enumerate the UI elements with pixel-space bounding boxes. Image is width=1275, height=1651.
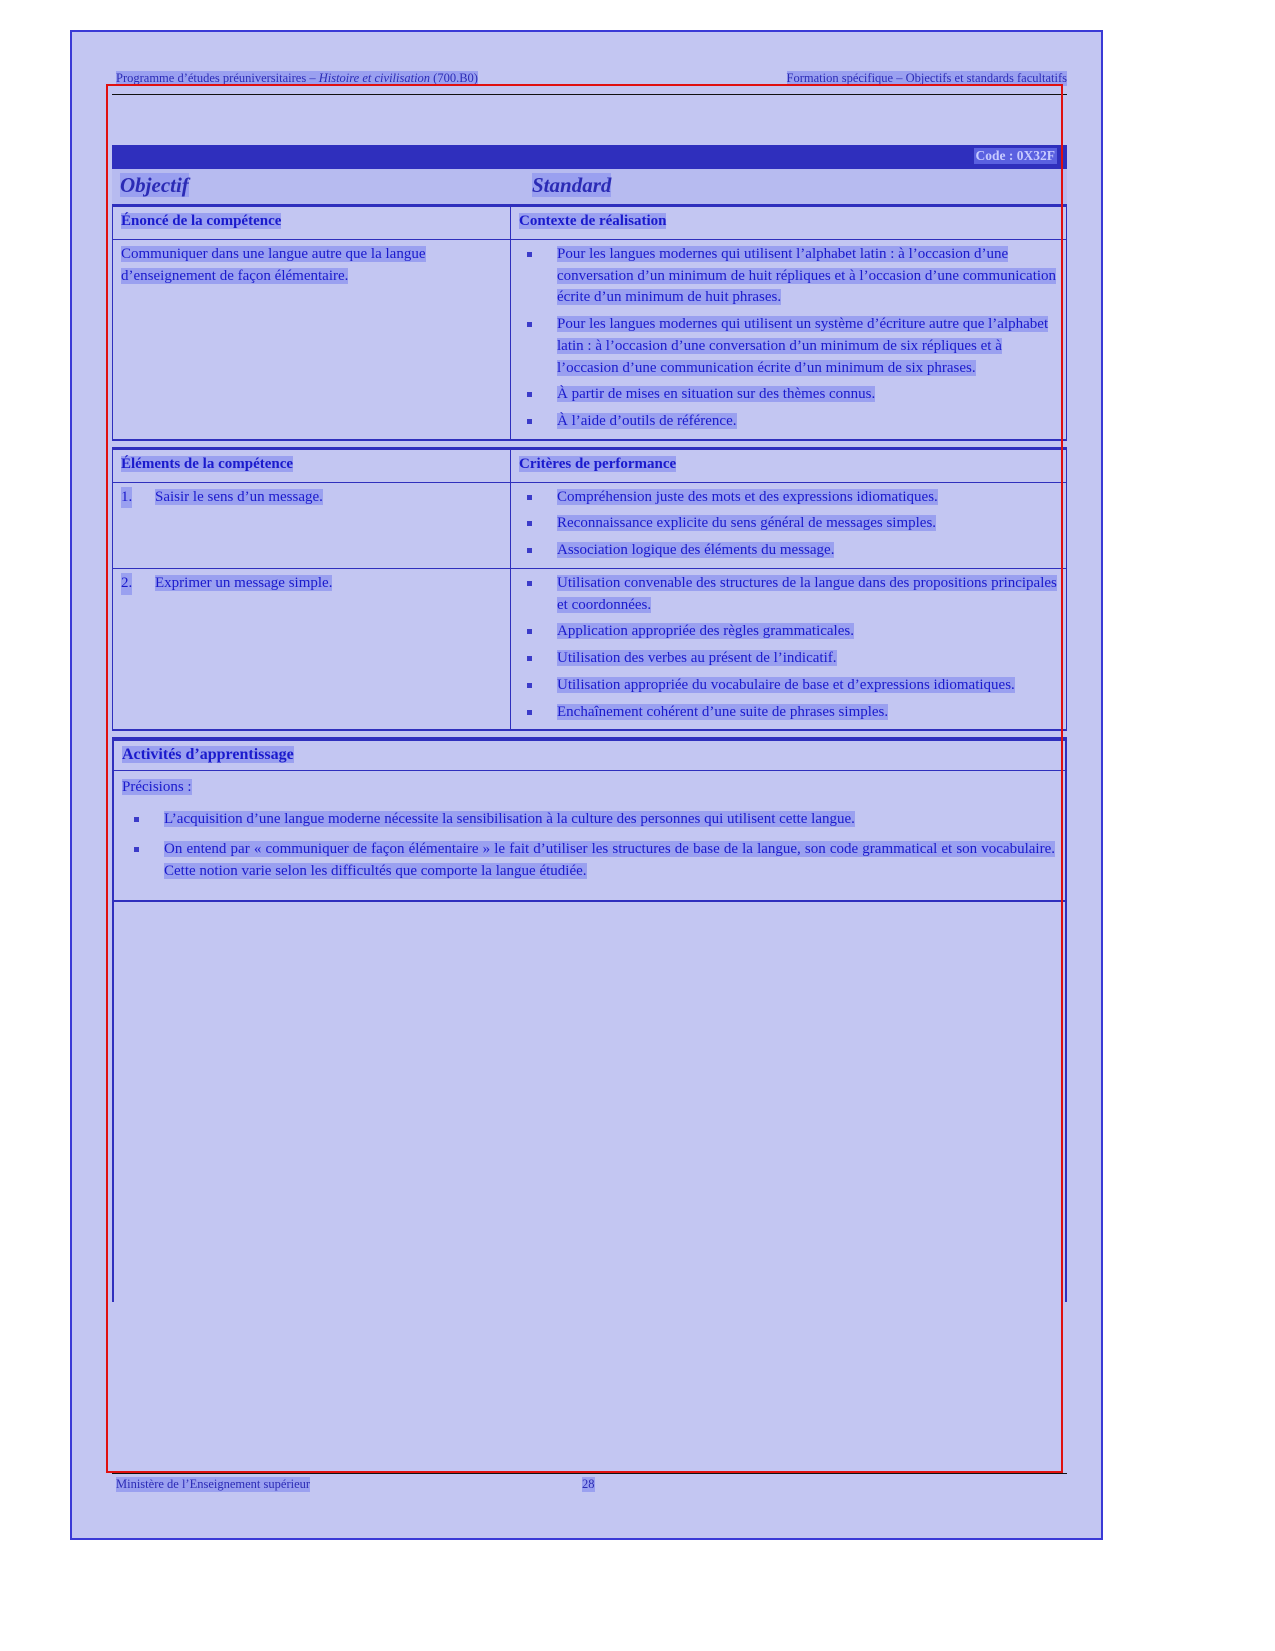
table-row — [113, 568, 1067, 729]
list-item: L’acquisition d’une langue moderne nécessite la sensibilisation à la culture des personnes qui utilisent cette langue. — [122, 809, 1055, 831]
competence-header-row — [113, 207, 1067, 240]
list-item: À partir de mises en situation sur des thèmes connus. — [519, 384, 1058, 406]
footer-ministry: Ministère de l’Enseignement supérieur — [116, 1477, 311, 1491]
list-item: 2. Exprimer un message simple. — [121, 573, 502, 595]
criteria-cell — [511, 482, 1067, 568]
elements-table — [112, 449, 1067, 730]
list-item: Association logique des éléments du message. — [519, 540, 1058, 562]
table-row — [113, 482, 1067, 568]
objectif-standard-header — [112, 169, 1067, 206]
element-cell — [113, 482, 511, 568]
standard-column-header: Standard — [532, 173, 612, 197]
enonce-header: Énoncé de la compétence — [113, 207, 511, 240]
document-page — [70, 30, 1103, 1540]
contexte-header: Contexte de réalisation — [511, 207, 1067, 240]
page-footer — [112, 1473, 1067, 1496]
list-item: Pour les langues modernes qui utilisent l’alphabet latin : à l’occasion d’une conversation d’un minimum de huit répliques et à l’occasion d’une communication écrite d’un minimum de huit phrases. — [519, 244, 1058, 309]
list-item: Reconnaissance explicite du sens général de messages simples. — [519, 513, 1058, 535]
activities-body — [114, 771, 1065, 900]
page-content — [112, 72, 1067, 1302]
section-divider — [112, 729, 1067, 739]
activities-section — [112, 739, 1067, 902]
precisions-label: Précisions : — [122, 779, 192, 796]
running-header-right: Formation spécifique – Objectifs et standards facultatifs — [786, 71, 1067, 85]
list-item: À l’aide d’outils de référence. — [519, 411, 1058, 433]
list-item: Utilisation convenable des structures de la langue dans des propositions principales et coordonnées. — [519, 573, 1058, 617]
list-item: On entend par « communiquer de façon élémentaire » le fait d’utiliser les structures de base de la langue, son code grammatical et son vocabulaire. Cette notion varie selon les difficultés que comporte la langue étudiée. — [122, 839, 1055, 883]
objective-code: Code : 0X32F — [975, 148, 1055, 163]
elements-header-row — [113, 449, 1067, 482]
objectif-column-header: Objectif — [120, 173, 189, 197]
page-number: 28 — [582, 1477, 595, 1491]
activities-title: Activités d’apprentissage — [114, 741, 1065, 771]
section-divider — [112, 439, 1067, 449]
competence-table — [112, 206, 1067, 439]
list-item: Utilisation des verbes au présent de l’indicatif. — [519, 648, 1058, 670]
list-item: Enchaînement cohérent d’une suite de phrases simples. — [519, 702, 1058, 724]
criteria-cell — [511, 568, 1067, 729]
empty-page-body — [112, 902, 1067, 1302]
header-spacer — [112, 95, 1067, 145]
list-item: Compréhension juste des mots et des expressions idiomatiques. — [519, 487, 1058, 509]
list-item: Application appropriée des règles grammaticales. — [519, 621, 1058, 643]
code-bar — [112, 145, 1067, 169]
criteres-header: Critères de performance — [511, 449, 1067, 482]
list-item: Pour les langues modernes qui utilisent un système d’écriture autre que l’alphabet latin : à l’occasion d’une conversation d’un minimum de six répliques et à l’occasion d’une communication écrite d’un minimum de six phrases. — [519, 314, 1058, 379]
element-cell — [113, 568, 511, 729]
elements-header: Éléments de la compétence — [113, 449, 511, 482]
running-header-left: Programme d’études préuniversitaires – Histoire et civilisation (700.B0) — [116, 71, 478, 85]
competence-context-list — [511, 239, 1067, 439]
competence-content-row — [113, 239, 1067, 439]
list-item: Utilisation appropriée du vocabulaire de base et d’expressions idiomatiques. — [519, 675, 1058, 697]
program-title: Histoire et civilisation — [318, 71, 431, 85]
list-item: 1. Saisir le sens d’un message. — [121, 487, 502, 509]
competence-statement: Communiquer dans une langue autre que la langue d’enseignement de façon élémentaire. — [113, 239, 511, 439]
running-header — [112, 72, 1067, 95]
